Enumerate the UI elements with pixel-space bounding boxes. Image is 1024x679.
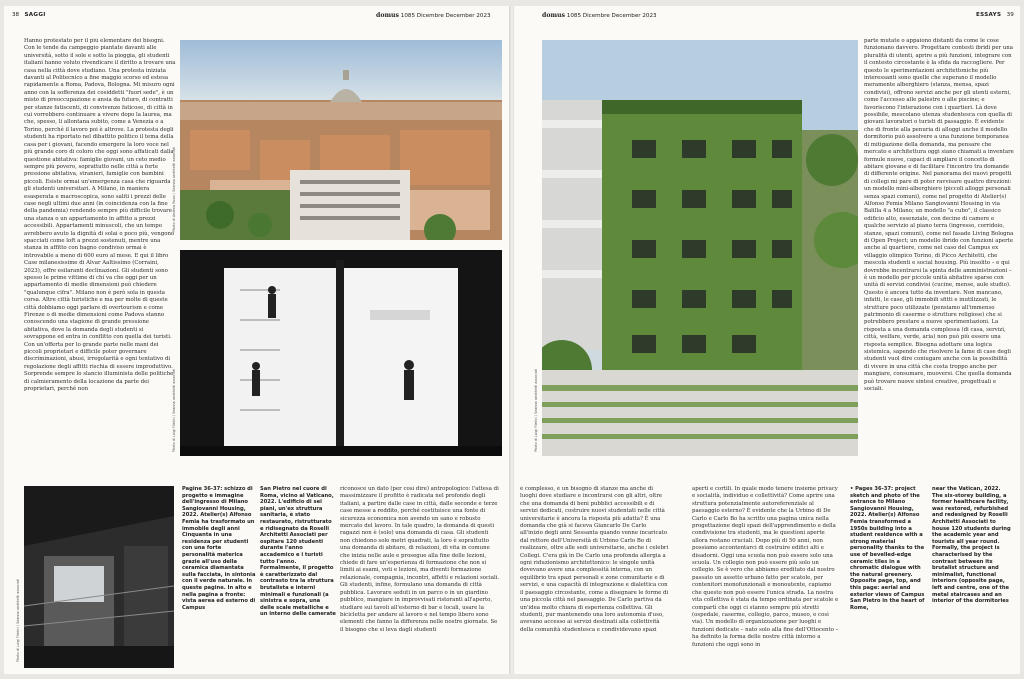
credit-dormitory-photo: Photo di Luigi Filetici / Seanna architetti associati [16,578,20,662]
left-section-label: SAGGI [24,12,46,18]
right-page-number-section [976,12,1014,18]
credit-interior-photo: Photo di Luigi Filetici / Seanna architetti associati [172,368,176,452]
interior-staircase-photo [180,250,502,456]
green-facade-photo [542,40,858,456]
right-running-header [542,12,657,19]
left-magazine-name: domus [376,12,399,19]
left-body-column-2: riconosce un dato (per così dire) antropologico: l'attesa di massimizzare il profitto è radicata nel profondo degli italiani, a partire dalle case in città, dalle seconde e terze case messe a reddito, perché costituisce una fonte di sicurezza economica non avendo un sano e robusto mercato del lavoro. In tale quadro, la domanda di questi ragazzi non è (solo) una domanda di casa. Gli studenti non chiedono solo metri quadrati, la loro è soprattutto una domanda di abitare, di relazioni, di vita in comune che inizia nelle aule e prosegue alla fine delle lezioni, chiede di fare un'esperienza di formazione che non si limiti ai esami, voti e lezioni, ma diventi formazione relazionale, compagnia, incontri, affetti e relazioni sociali. Gli studenti, infine, formulano una domanda di città pubblica. Lavorare seduti in un parco o in un giardino pubblico, mangiare in improvvisati ristoranti all'aperto, studiare sui tavoli all'esterno di bar e locali, usare la bicicletta per andare al lavoro e nel tempo libero sono elementi che fanno la differenza nelle nostre giornate. Se il bisogno che si leva dagli studenti [340,486,500,633]
left-page-number: 38 [12,12,20,18]
left-page [4,6,510,674]
right-section-label: ESSAYS [976,12,1002,18]
left-running-header [376,12,491,19]
right-magazine-name: domus [542,12,565,19]
right-body-column-2: è complesso, è un bisogno di stanze ma anche di luoghi dove studiare e incontrarsi con gli altri, oltre che una domanda di beni pubblici accessibili e di servizi dedicati, costruire nuovi studentati nelle città universitarie è ancora la risposta più adatta? È una domanda che già si faceva Giancarlo De Carlo all'inizio degli anni Sessanta quando venne incaricato dal rettore dell'Università di Urbino Carlo Bo di realizzare, oltre alle sedi universitarie, anche i celebri Collegi. C'era già in De Carlo una profonda allergia a ogni riduzionismo architettonico: le singole unità dovevano avere una complessità interna, con un equilibrio tra spazi personali e zone comunitarie e di servizi, e una capacità di integrazione e dialettica con il paesaggio circostante, come a disegnare le forme di una piccola città nel paesaggio. De Carlo partiva da un'idea molto chiara di esperienza collettiva. Gli studenti, pur mantenendo una loro autonomia d'uso, avevano accesso ai servizi destinati alla collettività della comunità studentesca e condividevano spazi [520,486,669,633]
left-page-number-section [12,12,46,18]
dormitory-interior-photo [24,486,174,668]
right-page-number: 39 [1006,12,1014,18]
left-issue-label: 1085 Dicembre December 2023 [400,13,491,19]
right-issue-label: 1085 Dicembre December 2023 [566,13,657,19]
right-body-column-3: aperti e cortili. In quale modo tenere insieme privacy e socialità, individuo e collettività? Come aprire una struttura potenzialmente autoreferenziale al paesaggio esterno? È evidente che la Urbino di De Carlo e Carlo Bo ha scritto una pagina unica nella progettazione degli spazi dell'apprendimento e della condivisione tra studenti, ma le questioni aperte allora restano cruciali. Dopo più di 50 anni, non possiamo accontentarci di costruire edifici alti e disadorni. Oggi una scuola non può essere solo una scuola. Un collegio non può essere più solo un collegio. Se è vero che abbiamo ereditato dal nostro passato un assetto urbano fatto per scatole, per contenitori monofunzionali e monoutente, capiamo che questo non può essere l'unica strada. La nostra vita collettiva è stata da tempo ordinata per scatole e compartì che oggi ci stanno sempre più stretti (ospedale, caserme, collegio, parco, museo, e così via). Un modello di organizzazione per luoghi e funzioni dedicate – nato solo alla fine dell'Ottocento – ha definito la forma delle nostre città intorno a funzioni che oggi sono in [692,486,839,648]
credit-facade-photo: Photo di Luigi Filetici / Seanna architetti associati [534,368,538,452]
aerial-rome-photo [180,40,502,240]
right-page [514,6,1020,674]
right-caption-english-1: • Pages 36-37: project sketch and photo of the entrance to Milano Sangiovanni Housing, 2022. Atelier(s) Alfonso Femia transformed a 1950s building into a student residence with a strong material personality thanks to the use of bevelled-edge ceramic tiles in a chromatic dialogue with the natural greenery. Opposite page, top, and this page: aerial and exterior views of Campus San Pietro in the heart of Rome, [850,486,925,611]
right-caption-english-2: near the Vatican, 2022. The six-storey building, a former healthcare facility, was restored, refurbished and redesigned by Roselli Architetti Associati to house 120 students during the academic year and tourists all year round. Formally, the project is characterised by the contrast between its brutalist structure and minimalist, functional interiors (opposite page, left and centre, one of the metal staircases and an interior of the dormitories [932,486,1011,605]
left-caption-italian-2: San Pietro nel cuore di Roma, vicino al Vaticano, 2022. L'edificio di sei piani, un'ex struttura sanitaria, è stato restaurato, ristrutturato e ridisegnato da Roselli Architetti Associati per ospitare 120 studenti durante l'anno accademico e i turisti tutto l'anno. Formalmente, il progetto è caratterizzato dal contrasto tra la struttura brutalista e interni minimali e funzionali (a sinistra e sopra, una delle scale metalliche e un interno delle camerate [260,486,336,618]
left-caption-italian-1: Pagine 36-37: schizzo di progetto e immagine dell'ingresso di Milano Sangiovanni Housing, 2022. Atelier(s) Alfonso Femia ha trasformato un immobile degli anni Cinquanta in una residenza per studenti con una forte personalità materica grazie all'uso della ceramica diamantata sulla facciata, in sintonia con il verde naturale. In queste pagine. In alto e nella pagina a fronte: vista aerea ed esterno di Campus [182,486,256,611]
left-body-column-1 [24,38,176,456]
left-body-text: Hanno protestato per il più elementare dei bisogni. Con le tende da campeggio piantate davanti alle università, sotto il sole e sotto la pioggia, gli studenti italiani hanno voluto rivendicare il diritto a trovare una casa nella città dove studiano. Una protesta iniziata davanti al Politecnico a fine maggio scorso ed estesa rapidamente a Roma, Padova, Bologna. Mi misuro ogni anno con la sofferenza dei cosiddetti "fuori sede", è un misto di preoccupazione e ansia da futuro, di contratti per stanze fatiscenti, di convivenze faticose, di città in cui vorrebbero continuare a vivere dopo la laurea, ma che, spesso, li allontana subito, come a Venezia o a Torino, perché il lavoro poi è altrove. La protesta degli studenti ha riportato nel dibattito politico il tema della casa per i giovani, facendo emergere la loro voce nel più grande coro di coloro che oggi sono affaticati dalla questione abitativa: famiglie giovani, un ceto medio sempre più povero, soprattutto nelle città a forte pressione abitativa, stranieri, famiglie con bambini piccoli. Esiste ormai un'emergenza casa che riguarda gli studenti universitari. A Milano, in maniera esasperata e macroscopica, sono saliti i prezzi delle case negli ultimi due anni (in coincidenza con la fine della pandemia) rendendo sempre più difficile trovare una stanza o un appartamento in affitto a prezzi accessibili. Appartamenti minuscoli, che un tempo avrebbero avuto la dignità di solai o poco più, vengono spacciati come loft a prezzi sostenuti, mentre una stanza in affitto con bagno condiviso ormai è introvabile a meno di 600 euro al mese. E qui il libro Case milanesissime di Alvar Aaltissimo (Corraini, 2023), offre esilaranti declinazioni. Gli studenti sono spesso le prime vittime di chi va che oggi per un appartamento di medie dimensioni può chiedere "qualunque cifra". Milano non è però sola in questa corsa. Altre città turistiche e ma per molte di queste città dobbiamo oggi parlare di overtourism e come Firenze o di medie dimensioni come Padova stanno conoscendo una stagione di grande pressione abitativa, dove la domanda degli studenti si sovrappone ed entra in conflitto con quella dei turisti. Con un'offerta per lo grande parte nelle mani dei piccoli proprietari e difficile poter governare discriminazioni, abusi, irregolarità e ogni tentativo di regolazione degli affitti rischia di essere improduttivo. Sorprende sempre lo slancio illuminista delle politiche di calmieramento della locazione da parte dei proprietari, perché non [24,38,176,393]
right-body-column-1: parte mutate o appaiono distanti da come le cose funzionano davvero. Progettare contesti ibridi per una pluralità di utenti, aprire a più funzioni, integrare con il contesto circostante è la sfida da raccogliere. Per questo le sperimentazioni architettoniche più interessanti sono quelle che superano il modello meramente alberghiero (stanza, mensa, spazi condivisi), offrono servizi anche per gli utenti esterni, come l'accesso alle palestre o alle piscine; e favoriscono l'interazione con i quartieri. Là dove possibile, mescolano utenza studentesca con quella di giovani lavoratori o turisti di passaggio. È evidente che di fronte alla penuria di alloggi anche il modello dormitorio può assolvere a una funzione temporanea di mitigazione della domanda, ma pensare che mercato e architettura oggi siano chiamati a inventare formule nuove, capaci di ampliare il concetto di abitare giovane e di facilitare l'incontro tra domande di differente origine. Nel panorama dei nuovi progetti di collegi mi pare di poter ravvisare quattro direzioni: un modello mini-alberghiero (piccoli alloggi personali senza spazi comuni), come nel progetto di Atelier(s) Alfonso Femia Milano Sangiovanni Housing in via Balilla 4 a Milano; un modello "a cubo", il classico edificio alto, essenziale, con decine di camere e qualche servizio al piano terra (ingresso, corridoio, stanze, spazi comuni), come nel fasade Living Bologna di Open Project; un modello ibrido con funzioni aperte anche al quartiere, come nel caso del Campus ex villaggio olimpico Torino, di Picco Architetti, che mescola studenti e social housing. Più insolito – e qui dovrebbe incentrarsi la spinta delle amministrazioni – è un modello per piccole unità abitative sparse con unità di servizi condivisi (cucine, mense, aule studio). Questo è ancora tutto da inventare. Non mancano, infatti, le case, gli immobili sfitti e inutilizzati, le strutture poco utilizzate (pensiamo all'immenso patrimonio di caserme o strutture religiose) che si potrebbero prestare a nuove sperimentazioni. La risposta a una domanda complessa (di casa, servizi, città, welfare, verde, aria) non può più essere una risposta semplice. Bisogna adottare una logica sistemica, sapendo che risolvere la fame di case degli studenti vuol dire coniugare anche con la possibilità di vivere in una città che costa troppo anche per mangiare, consumare, muoversi. Che quella domanda può trovare nuove sintesi creative, progettuali e sociali. [864,38,1014,393]
credit-aerial-photo: Photo di Andrea Rossi / Seanna architetti associati [172,146,176,232]
